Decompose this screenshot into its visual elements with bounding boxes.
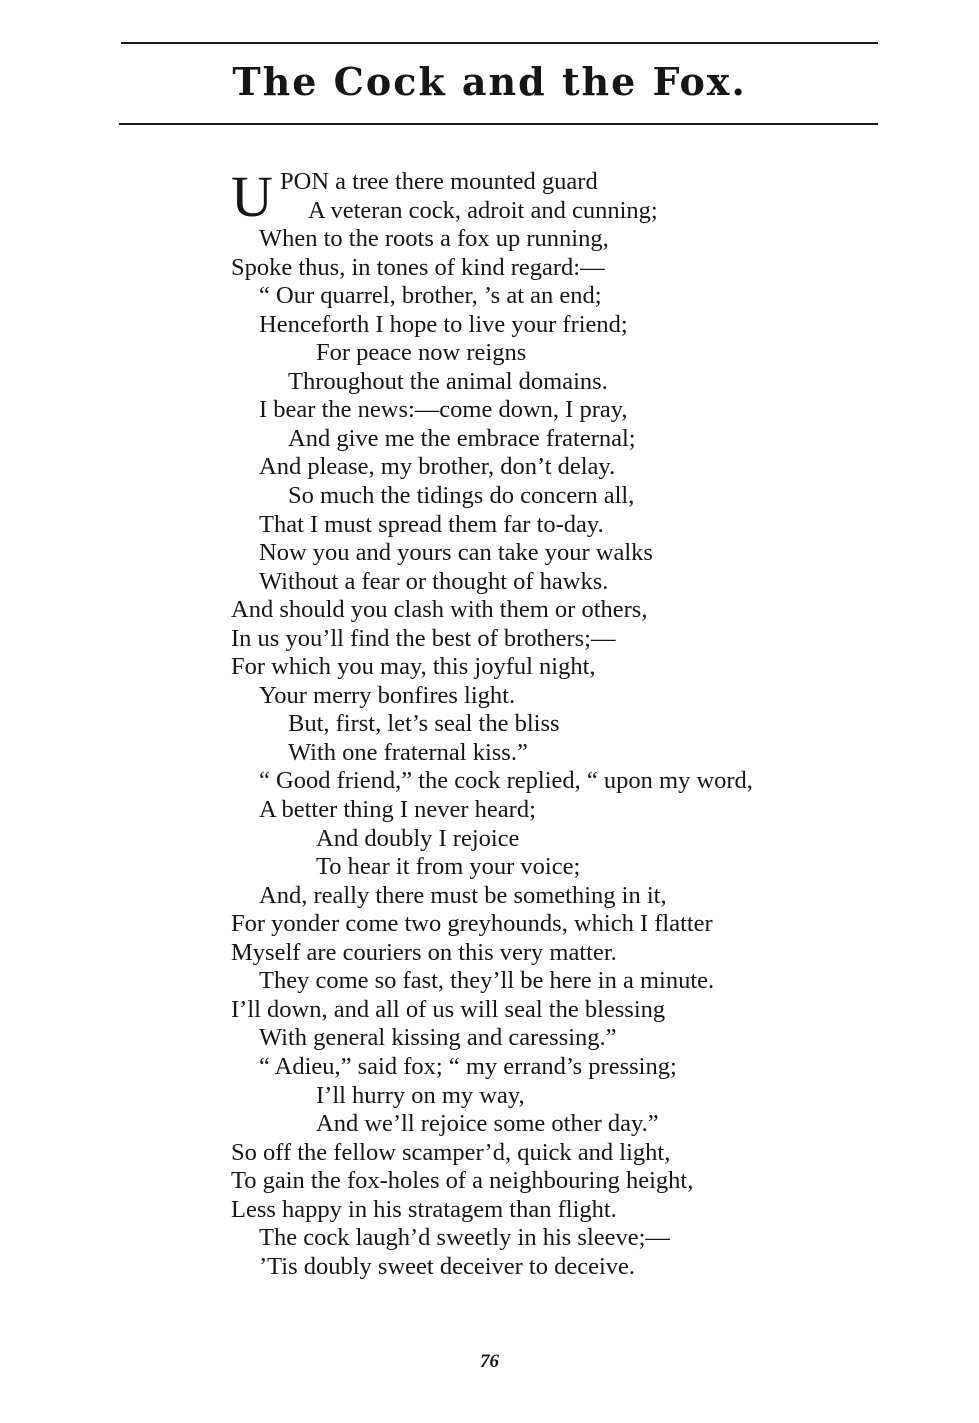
poem-line: Throughout the animal domains. xyxy=(288,367,608,395)
poem-line: So much the tidings do concern all, xyxy=(288,482,635,510)
header-rule-top xyxy=(121,42,878,44)
poem-line: The cock laugh’d sweetly in his sleeve;— xyxy=(259,1224,670,1252)
poem-line: They come so fast, they’ll be here in a minute. xyxy=(259,967,715,995)
poem-line: To hear it from your voice; xyxy=(316,853,581,881)
poem-line: A veteran cock, adroit and cunning; xyxy=(308,196,658,224)
poem-line-first: PON a tree there mounted guard xyxy=(280,168,598,195)
poem-line: Spoke thus, in tones of kind regard:— xyxy=(231,253,605,281)
poem-line: For peace now reigns xyxy=(316,339,527,367)
poem-line: When to the roots a fox up running, xyxy=(259,225,609,253)
poem-line: I’ll hurry on my way, xyxy=(316,1081,525,1109)
poem-line: With general kissing and caressing.” xyxy=(259,1024,617,1052)
page-title: The Cock and the Fox. xyxy=(232,59,747,104)
poem-line: “ Adieu,” said fox; “ my errand’s pressing; xyxy=(259,1052,677,1080)
poem-body xyxy=(0,164,979,1281)
poem-line: And, really there must be something in it, xyxy=(259,881,667,909)
poem-line: Now you and yours can take your walks xyxy=(259,539,653,567)
poem-line: But, first, let’s seal the bliss xyxy=(288,710,560,738)
poem-line: And give me the embrace fraternal; xyxy=(288,424,636,452)
poem-line: Your merry bonfires light. xyxy=(259,681,516,709)
poem-line: And we’ll rejoice some other day.” xyxy=(316,1110,659,1138)
header-rule-bottom xyxy=(119,123,878,125)
poem-line: For yonder come two greyhounds, which I flatter xyxy=(231,910,713,938)
poem-line: And should you clash with them or others, xyxy=(231,596,648,624)
poem-line: Henceforth I hope to live your friend; xyxy=(259,310,628,338)
drop-cap: U xyxy=(231,164,273,229)
poem-line: Myself are couriers on this very matter. xyxy=(231,938,617,966)
poem-line: A better thing I never heard; xyxy=(259,796,536,824)
poem-line: ’Tis doubly sweet deceiver to deceive. xyxy=(259,1252,636,1280)
poem-line: Less happy in his stratagem than flight. xyxy=(231,1195,617,1223)
poem-line: That I must spread them far to-day. xyxy=(259,510,604,538)
poem-line: In us you’ll find the best of brothers;— xyxy=(231,624,616,652)
poem-line: I’ll down, and all of us will seal the blessing xyxy=(231,995,666,1023)
poem-line: I bear the news:—come down, I pray, xyxy=(259,396,628,424)
poem-line: Without a fear or thought of hawks. xyxy=(259,567,609,595)
poem-line: With one fraternal kiss.” xyxy=(288,738,528,766)
poem-line: To gain the fox-holes of a neighbouring height, xyxy=(231,1167,694,1195)
poem-line: And please, my brother, don’t delay. xyxy=(259,453,616,481)
poem-line: “ Good friend,” the cock replied, “ upon my word, xyxy=(259,767,753,795)
poem-line: For which you may, this joyful night, xyxy=(231,653,596,681)
poem-line: So off the fellow scamper’d, quick and light, xyxy=(231,1138,671,1166)
poem-line: And doubly I rejoice xyxy=(316,824,520,852)
poem-line: “ Our quarrel, brother, ’s at an end; xyxy=(259,282,602,310)
page-number: 76 xyxy=(480,1351,499,1372)
